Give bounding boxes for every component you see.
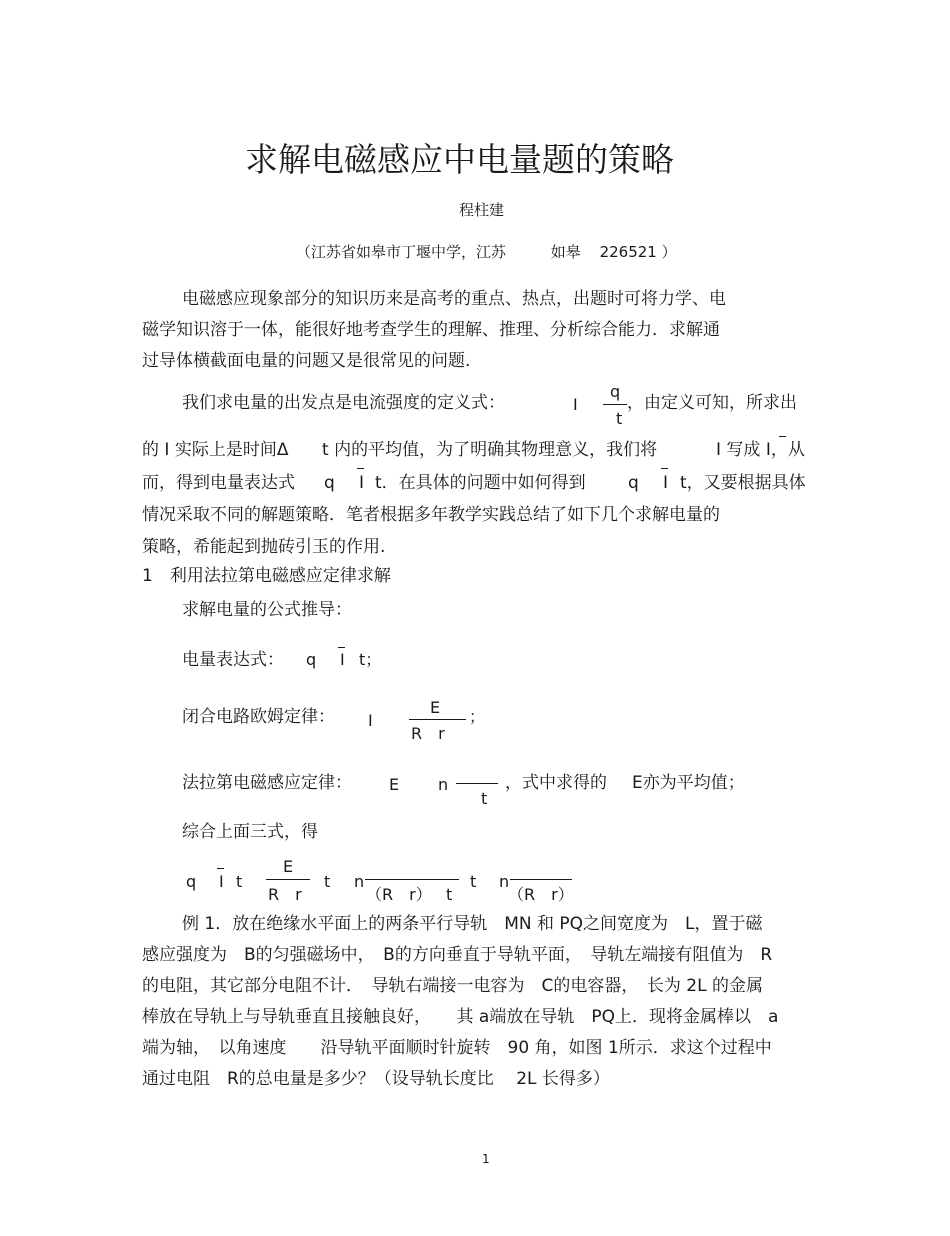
para2-line-2a: 的 I 实际上是时间Δ (142, 440, 289, 460)
eq1-t: t； (359, 650, 382, 669)
eq2-numerator: E (430, 698, 441, 717)
overline-mark (661, 468, 668, 469)
final-n: n (354, 872, 365, 891)
eq2-denominator: R r (411, 724, 445, 743)
combine-label: 综合上面三式，得 (182, 822, 318, 842)
affiliation (296, 243, 677, 261)
eq1-I: I (340, 650, 345, 669)
eq1-q: q (306, 650, 317, 669)
current-symbol: I (573, 395, 578, 414)
eq2-I: I (368, 711, 373, 730)
eq3-n: n (438, 775, 449, 794)
fraction-numerator: q (610, 382, 621, 401)
final-den-1: （R r） (366, 885, 432, 904)
section-heading-1: 1 利用法拉第电磁感应定律求解 (142, 566, 391, 586)
page-title: 求解电磁感应中电量题的策略 (245, 140, 674, 179)
final-den-t: t (446, 885, 453, 904)
author: 程柱建 (459, 201, 505, 219)
fraction-bar (266, 879, 310, 880)
intro-line-2: 磁学知识溶于一体，能很好地考查学生的理解、推理、分析综合能力．求解通 (142, 320, 720, 340)
example1-line-2: 感应强度为 B的匀强磁场中， B的方向垂直于导轨平面， 导轨左端接有阻值为 R (142, 945, 773, 965)
final-t2: t (324, 872, 331, 891)
para2-line-4: 情况采取不同的解题策略．笔者根据多年教学实践总结了如下几个求解电量的 (142, 505, 720, 525)
final-I: I (219, 872, 224, 891)
intro-line-1: 电磁感应现象部分的知识历来是高考的重点、热点，出题时可将力学、电 (182, 289, 726, 309)
definition-lead: 我们求电量的出发点是电流强度的定义式： (182, 393, 505, 413)
fraction-denominator: t (616, 409, 623, 428)
eq3-tail: ，式中求得的 (505, 773, 607, 793)
eq3-label: 法拉第电磁感应定律： (182, 773, 352, 793)
example1-line-5: 端为轴， 以角速度 沿导轨平面顺时针旋转 90 角，如图 1所示．求这个过程中 (142, 1038, 772, 1058)
para2-I1: I (359, 473, 365, 493)
final-R-r: R r (268, 885, 302, 904)
eq3-E: E (389, 775, 400, 794)
intro-line-3: 过导体横截面电量的问题又是很常见的问题. (142, 351, 471, 371)
para2-q1: q (324, 473, 335, 493)
para2-line-3d: t．在具体的问题中如何得到 (375, 473, 586, 493)
eq1-label: 电量表达式： (182, 650, 284, 670)
fraction-bar (365, 879, 459, 880)
eq2-end: ； (469, 707, 486, 726)
final-den-2: （R r） (508, 885, 574, 904)
page-number: 1 (482, 1152, 490, 1166)
eq2-label: 闭合电路欧姆定律： (182, 707, 335, 727)
example1-line-6: 通过电阻 R的总电量是多少？（设导轨长度比 2L 长得多） (142, 1069, 610, 1089)
para2-line-5: 策略，希能起到抛砖引玉的作用. (142, 537, 386, 557)
final-t: t (236, 872, 243, 891)
fraction-bar (603, 404, 627, 405)
final-q: q (186, 872, 197, 891)
final-t4: t (470, 872, 477, 891)
fraction-bar (510, 879, 572, 880)
final-E: E (283, 857, 294, 876)
para2-q2: q (628, 473, 639, 493)
derivation-label: 求解电量的公式推导： (182, 600, 352, 620)
example1-line-3: 的电阻，其它部分电阻不计． 导轨右端接一电容为 C的电容器， 长为 2L 的金属 (142, 976, 763, 996)
example1-line-1: 例 1．放在绝缘水平面上的两条平行导轨 MN 和 PQ之间宽度为 L，置于磁 (182, 914, 763, 934)
overline-mark (338, 647, 345, 648)
overline-mark (357, 468, 364, 469)
overline-mark (779, 436, 786, 437)
overline-mark (217, 868, 224, 869)
example1-line-4: 棒放在导轨上与导轨垂直且接触良好， 其 a端放在导轨 PQ上．现将金属棒以 a (142, 1007, 779, 1027)
definition-tail: ，由定义可知，所求出 (627, 393, 797, 413)
para2-I2: I (663, 473, 669, 493)
fraction-bar (409, 719, 466, 720)
para2-line-2c: I 写成 I，从 (716, 440, 805, 460)
para2-line-2b: t 内的平均值，为了明确其物理意义，我们将 (322, 440, 658, 460)
affiliation-city: 如皋 (550, 243, 581, 261)
para2-line-3g: t，又要根据具体 (680, 473, 806, 493)
eq3-denominator: t (481, 789, 488, 808)
affiliation-school: （江苏省如皋市丁堰中学，江苏 (296, 243, 507, 261)
final-n2: n (499, 872, 510, 891)
para2-line-3a: 而，得到电量表达式 (142, 473, 295, 493)
fraction-bar (456, 783, 498, 784)
affiliation-postcode: 226521 ） (599, 243, 677, 261)
eq3-tail-2: E亦为平均值； (632, 773, 745, 793)
